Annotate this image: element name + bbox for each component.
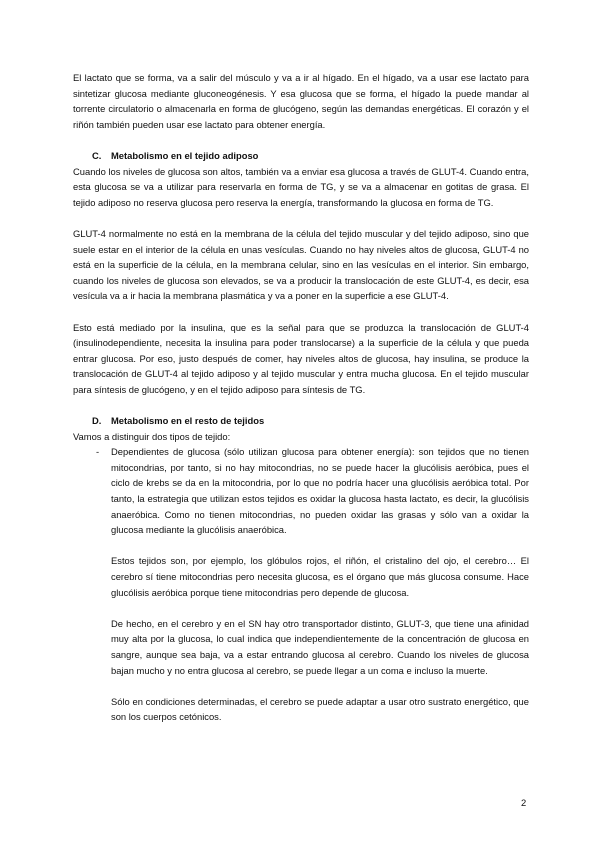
section-heading-c [73,148,529,164]
list-subparagraph-ejemplos: Estos tejidos son, por ejemplo, los glóbulos rojos, el riñón, el cristalino del ojo, el cerebro… El cerebro sí tiene mitocondrias pero necesita glucosa, es el órgano que más glucosa consume. Hace glucólisis aeróbica porque tiene mitocondrias pero depende de glucosa. [111,555,529,598]
list-item-text: Dependientes de glucosa (sólo utilizan glucosa para obtener energía): son tejidos que no tienen mitocondrias, por tanto, si no hay mitocondrias, no se puede hacer la glucólisis aeróbica, pues el ciclo de krebs se da en la mitocondria, por lo que no podría hacer una glucólisis aeróbica total. Por tanto, la estrategia que utilizan estos tejidos es oxidar la glucosa hasta lactato, es decir, la glucólisis anaeróbica. Como no tienen mitocondrias, no pueden oxidar las grasas y sólo van a oxidar la glucosa mediante la glucólisis anaeróbica. [111,446,529,536]
section-heading-d [73,413,529,429]
paragraph-adiposo: Cuando los niveles de glucosa son altos, también va a enviar esa glucosa a través de GLUT-4. Cuando entra, esta glucosa se va a utilizar para reservarla en forma de TG, y se va a almacenar en gotitas de grasa. El tejido adiposo no reserva glucosa pero reserva la energía, transformando la glucosa en forma de TG. [73,165,529,208]
bullet-list [73,444,529,725]
paragraph-insulina: Esto está mediado por la insulina, que es la señal para que se produzca la translocación de GLUT-4 (insulinodependiente, necesita la insulina para poder translocarse) a la superficie de la célula y que pueda entrar glucosa. Por eso, justo después de comer, hay niveles altos de glucosa, hay insulina, se produce la translocación de GLUT-4 al tejido adiposo y al tejido muscular y entra mucha glucosa. En el tejido muscular para síntesis de glucógeno, y en el tejido adiposo para síntesis de TG. [73,321,529,395]
list-subparagraph-glut3: De hecho, en el cerebro y en el SN hay otro transportador distinto, GLUT-3, que tiene una afinidad muy alta por la glucosa, lo cual indica que independientemente de la concentración de glucosa en sangre, aunque sea baja, va a estar entrando glucosa al cerebro. Cuando los niveles de glucosa bajan mucho y no entra glucosa al cerebro, se puede llegar a un coma e incluso la muerte. [111,617,529,676]
paragraph-tipos-tejido: Vamos a distinguir dos tipos de tejido: [73,430,231,442]
paragraph-lactato: El lactato que se forma, va a salir del músculo y va a ir al hígado. En el hígado, va a usar ese lactato para sintetizar glucosa mediante gluconeogénesis. Y esa glucosa que se forma, el hígado la puede mandar al torrente circulatorio o almacenarla en forma de glucógeno, según las demandas energéticas. El corazón y el riñón también pueden usar ese lactato para obtener energía. [73,72,529,130]
paragraph-glut4: GLUT-4 normalmente no está en la membrana de la célula del tejido muscular y del tejido adiposo, sino que suele estar en el interior de la célula en unas vesículas. Cuando no hay niveles altos de glucosa, GLUT-4 no está en la superficie de la célula, en la membrana celular, sino en las vesículas en el interior. Sin embargo, cuando los niveles de glucosa son elevados, se va a producir la translocación de este GLUT-4, es decir, esa vesícula va a ir hacia la membrana plasmática y va a poner en la superficie a ese GLUT-4. [73,227,529,302]
list-item-dependientes [92,444,529,725]
page-number: 2 [521,797,527,808]
list-dash: - [96,446,100,458]
section-title-c: Metabolismo en el tejido adiposo [111,149,259,161]
list-subparagraph-cetonicos: Sólo en condiciones determinadas, el cerebro se puede adaptar a usar otro sustrato energético, que son los cuerpos cetónicos. [111,695,529,723]
section-letter-d: D. [92,415,102,427]
section-letter-c: C. [92,149,102,161]
section-title-d: Metabolismo en el resto de tejidos [111,415,265,427]
document-body [73,70,529,725]
